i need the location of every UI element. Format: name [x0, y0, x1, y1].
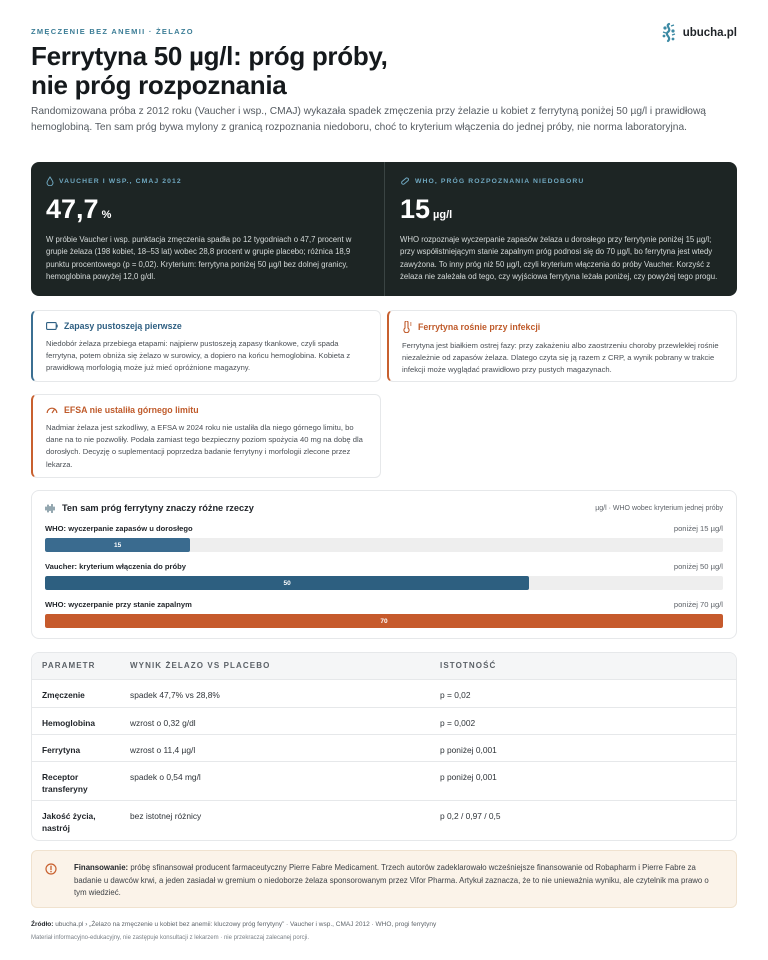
bar-label: Vaucher: kryterium włączenia do próby — [45, 562, 186, 571]
bacteria-logo-icon — [659, 22, 679, 44]
results-table — [31, 652, 737, 841]
waveform-icon — [45, 504, 55, 513]
table-row: Hemoglobina wzrost o 0,32 g/dl p = 0,002 — [32, 707, 736, 734]
card-efsa — [31, 394, 381, 478]
table-row: Jakość życia, nastrój bez istotnej różnicy p 0,2 / 0,97 / 0,5 — [32, 800, 736, 840]
table-row: Receptor transferyny spadek o 0,54 mg/l p poniżej 0,001 — [32, 761, 736, 800]
bar-row — [45, 524, 723, 552]
key-stats-panel — [31, 162, 737, 296]
battery-icon — [46, 322, 58, 330]
threshold-comparison-panel — [31, 490, 737, 639]
card-body: Nadmiar żelaza jest szkodliwy, a EFSA w 2024 roku nie ustaliła dla niego górnego limitu, bo dane na to nie pozwoliły. Podała zamiast tego bezpieczny poziom spożycia 40 mg na dobę dla dorosłych. Decyzję o suplementacji poprzedza badanie ferrytyny i morfologii zlecone przez lekarza. — [46, 423, 363, 469]
stat-vaucher — [31, 162, 384, 296]
bar-fill: 15 — [45, 538, 190, 552]
title-line-1: Ferrytyna 50 µg/l: próg próby, — [31, 41, 388, 71]
bar-row — [45, 562, 723, 590]
card-title: EFSA nie ustaliła górnego limitu — [64, 405, 199, 415]
bar-threshold-text: poniżej 15 µg/l — [673, 524, 723, 533]
disclaimer: Materiał informacyjno-edukacyjny, nie zastępuje konsultacji z lekarzem · nie przekraczaj zalecanej porcji. — [31, 935, 310, 941]
bar-row — [45, 600, 723, 628]
header-cell: PARAMETR — [42, 661, 96, 671]
source-text[interactable]: ubucha.pl › „Żelazo na zmęczenie u kobiet bez anemii: kluczowy próg ferrytyny” · Vaucher i wsp., CMAJ 2012 · WHO, progi ferrytyny — [53, 921, 437, 928]
thermometer-icon — [402, 321, 412, 333]
bars-title: Ten sam próg ferrytyny znaczy różne rzeczy — [62, 503, 254, 513]
bar-label: WHO: wyczerpanie przy stanie zapalnym — [45, 600, 192, 609]
pill-icon — [400, 176, 410, 186]
card-title: Ferrytyna rośnie przy infekcji — [418, 322, 541, 332]
bar-label: WHO: wyczerpanie zapasów u dorosłego — [45, 524, 193, 533]
header-cell: WYNIK ŻELAZO VS PLACEBO — [130, 661, 271, 671]
stat-label: VAUCHER I WSP., CMAJ 2012 — [59, 177, 182, 185]
stat-description: W próbie Vaucher i wsp. punktacja zmęczenia spadła po 12 tygodniach o 47,7 procent w grupie żelaza (198 kobiet, 18–53 lat) wobec 28,8 procent w grupie placebo; różnica 18,9 punktu procentowego (p = 0,02). Kryterium: ferrytyna poniżej 50 µg/l bez dolnej granicy, hemoglobina powyżej 12,0 g/dl. — [46, 235, 352, 281]
drop-icon — [46, 176, 54, 186]
table-header — [32, 653, 736, 679]
bar-track — [45, 576, 723, 590]
bar-fill: 50 — [45, 576, 529, 590]
bar-track — [45, 614, 723, 628]
card-title: Zapasy pustoszeją pierwsze — [64, 321, 182, 331]
header-cell: ISTOTNOŚĆ — [440, 661, 497, 671]
logo[interactable] — [659, 22, 737, 44]
funding-text: próbę sfinansował producent farmaceutyczny Pierre Fabre Medicament. Trzech autorów zadeklarowało wcześniejsze finansowanie od Robapharm i Pierre Fabre za badanie u dawców krwi, a jeden zasiadał w gremium o niedoborze żelaza sponsorowanym przez Vifor Pharma. Artykuł zaznacza, że to nie unieważnia wyniku, ale czytelnik ma prawo o tym wiedzieć. — [74, 863, 709, 898]
bar-track — [45, 538, 723, 552]
funding-notice — [31, 850, 737, 908]
stat-value: 47,7 % — [46, 194, 112, 224]
stat-description: WHO rozpoznaje wyczerpanie zapasów żelaza u dorosłego przy ferrytynie poniżej 15 µg/l; przy współistniejącym stanie zapalnym próg podnosi się do 70 µg/l, bo ferrytyna jest wtedy zawyżona. To inny próg niż 50 µg/l, czyli kryterium włączenia do próby Vaucher. Korzyść z żelaza nie zależała od tego, czy wyjściowa ferrytyna leżała poniżej, czy powyżej tego progu. — [400, 235, 718, 281]
lead-paragraph: Randomizowana próba z 2012 roku (Vaucher i wsp., CMAJ) wykazała spadek zmęczenia przy żelazie u kobiet z ferrytyną poniżej 50 µg/l i prawidłową hemoglobiną. Ten sam próg bywa mylony z granicą rozpoznania niedoboru, choć to kryterium włączenia do jednej próby, nie norma laboratoryjna. — [31, 106, 706, 133]
table-row: Ferrytyna wzrost o 11,4 µg/l p poniżej 0,001 — [32, 734, 736, 761]
card-stores — [31, 310, 381, 382]
page-title — [31, 42, 651, 100]
logo-text: ubucha.pl — [682, 27, 737, 39]
kicker: ZMĘCZENIE BEZ ANEMII · ŻELAZO — [31, 27, 194, 36]
stat-label: WHO, PRÓG ROZPOZNANIA NIEDOBORU — [415, 177, 585, 185]
funding-label: Finansowanie: — [74, 863, 129, 872]
bar-fill: 70 — [45, 614, 723, 628]
card-body: Niedobór żelaza przebiega etapami: najpierw pustoszeją zapasy tkankowe, czyli spada ferrytyna, potem obniża się żelazo w surowicy, a dopiero na końcu hemoglobina. Kobieta z prawidłową morfologią może już mieć opróżnione magazyny. — [46, 339, 351, 373]
card-infection — [387, 310, 737, 382]
stat-who — [384, 162, 737, 296]
bar-threshold-text: poniżej 70 µg/l — [673, 600, 723, 609]
bar-rows — [45, 524, 723, 628]
card-body: Ferrytyna jest białkiem ostrej fazy: przy zakażeniu albo zaostrzeniu choroby przewlekłej rośnie niezależnie od zapasów żelaza. Dlatego czyta się ją razem z CRP, a wynik pobrany w trakcie infekcji może wyglądać prawidłowo przy pustych magazynach. — [402, 341, 719, 375]
table-row: Zmęczenie spadek 47,7% vs 28,8% p = 0,02 — [32, 679, 736, 707]
bars-note: µg/l · WHO wobec kryterium jednej próby — [595, 504, 723, 512]
stat-value: 15 µg/l — [400, 194, 453, 224]
source-line: Źródło: ubucha.pl › „Żelazo na zmęczenie u kobiet bez anemii: kluczowy próg ferrytyny” · Vaucher i wsp., CMAJ 2012 · WHO, progi ferrytyny — [31, 921, 437, 928]
bar-threshold-text: poniżej 50 µg/l — [673, 562, 723, 571]
gauge-icon — [46, 405, 58, 415]
warning-icon — [45, 863, 57, 875]
title-line-2: nie próg rozpoznania — [31, 70, 287, 100]
